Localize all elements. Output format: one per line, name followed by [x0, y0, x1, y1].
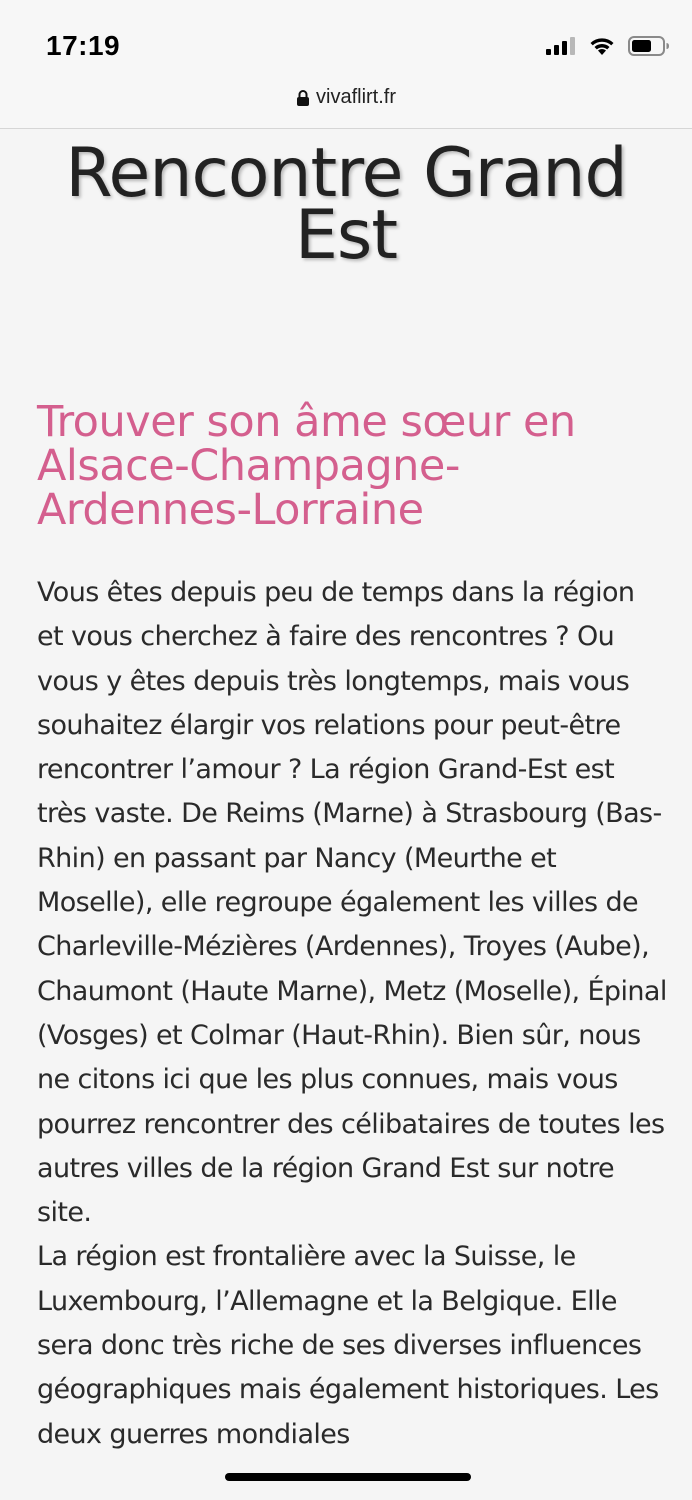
status-time: 17:19: [46, 30, 121, 61]
cellular-signal-icon: [546, 36, 576, 56]
wifi-icon: [588, 36, 616, 56]
home-indicator[interactable]: [225, 1473, 471, 1481]
status-icons: [546, 36, 670, 56]
article-body: [37, 571, 667, 1457]
section-heading: Trouver son âme sœur en Alsace-Champagne-Ardennes-Lorraine: [37, 397, 576, 535]
address-bar[interactable]: [0, 84, 692, 129]
battery-icon: [628, 36, 670, 56]
status-bar: [0, 0, 692, 84]
page-content: [0, 129, 692, 1500]
url-text[interactable]: vivaflirt.fr: [316, 86, 396, 108]
paragraph: Vous êtes depuis peu de temps dans la région et vous cherchez à faire des rencontres ? Ou vous y êtes depuis très longtemps, mais vous souhaitez élargir vos relations pour peut-être rencontrer l’amour ? La région Grand-Est est très vaste. De Reims (Marne) à Strasbourg (Bas-Rhin) en passant par Nancy (Meurthe et Moselle), elle regroupe également les villes de Charleville-Mézières (Ardennes), Troyes (Aube), Chaumont (Haute Marne), Metz (Moselle), Épinal (Vosges) et Colmar (Haut-Rhin). Bien sûr, nous ne citons ici que les plus connues, mais vous pourrez rencontrer des célibataires de toutes les autres villes de la région Grand Est sur notre site.: [37, 577, 667, 1229]
lock-icon: [296, 89, 310, 107]
paragraph: La région est frontalière avec la Suisse, le Luxembourg, l’Allemagne et la Belgique. Elle sera donc très riche de ses diverses influences géographiques mais également historiques. Les deux guerres mondiales: [37, 1241, 659, 1450]
page-title: Rencontre Grand Est: [65, 134, 627, 275]
